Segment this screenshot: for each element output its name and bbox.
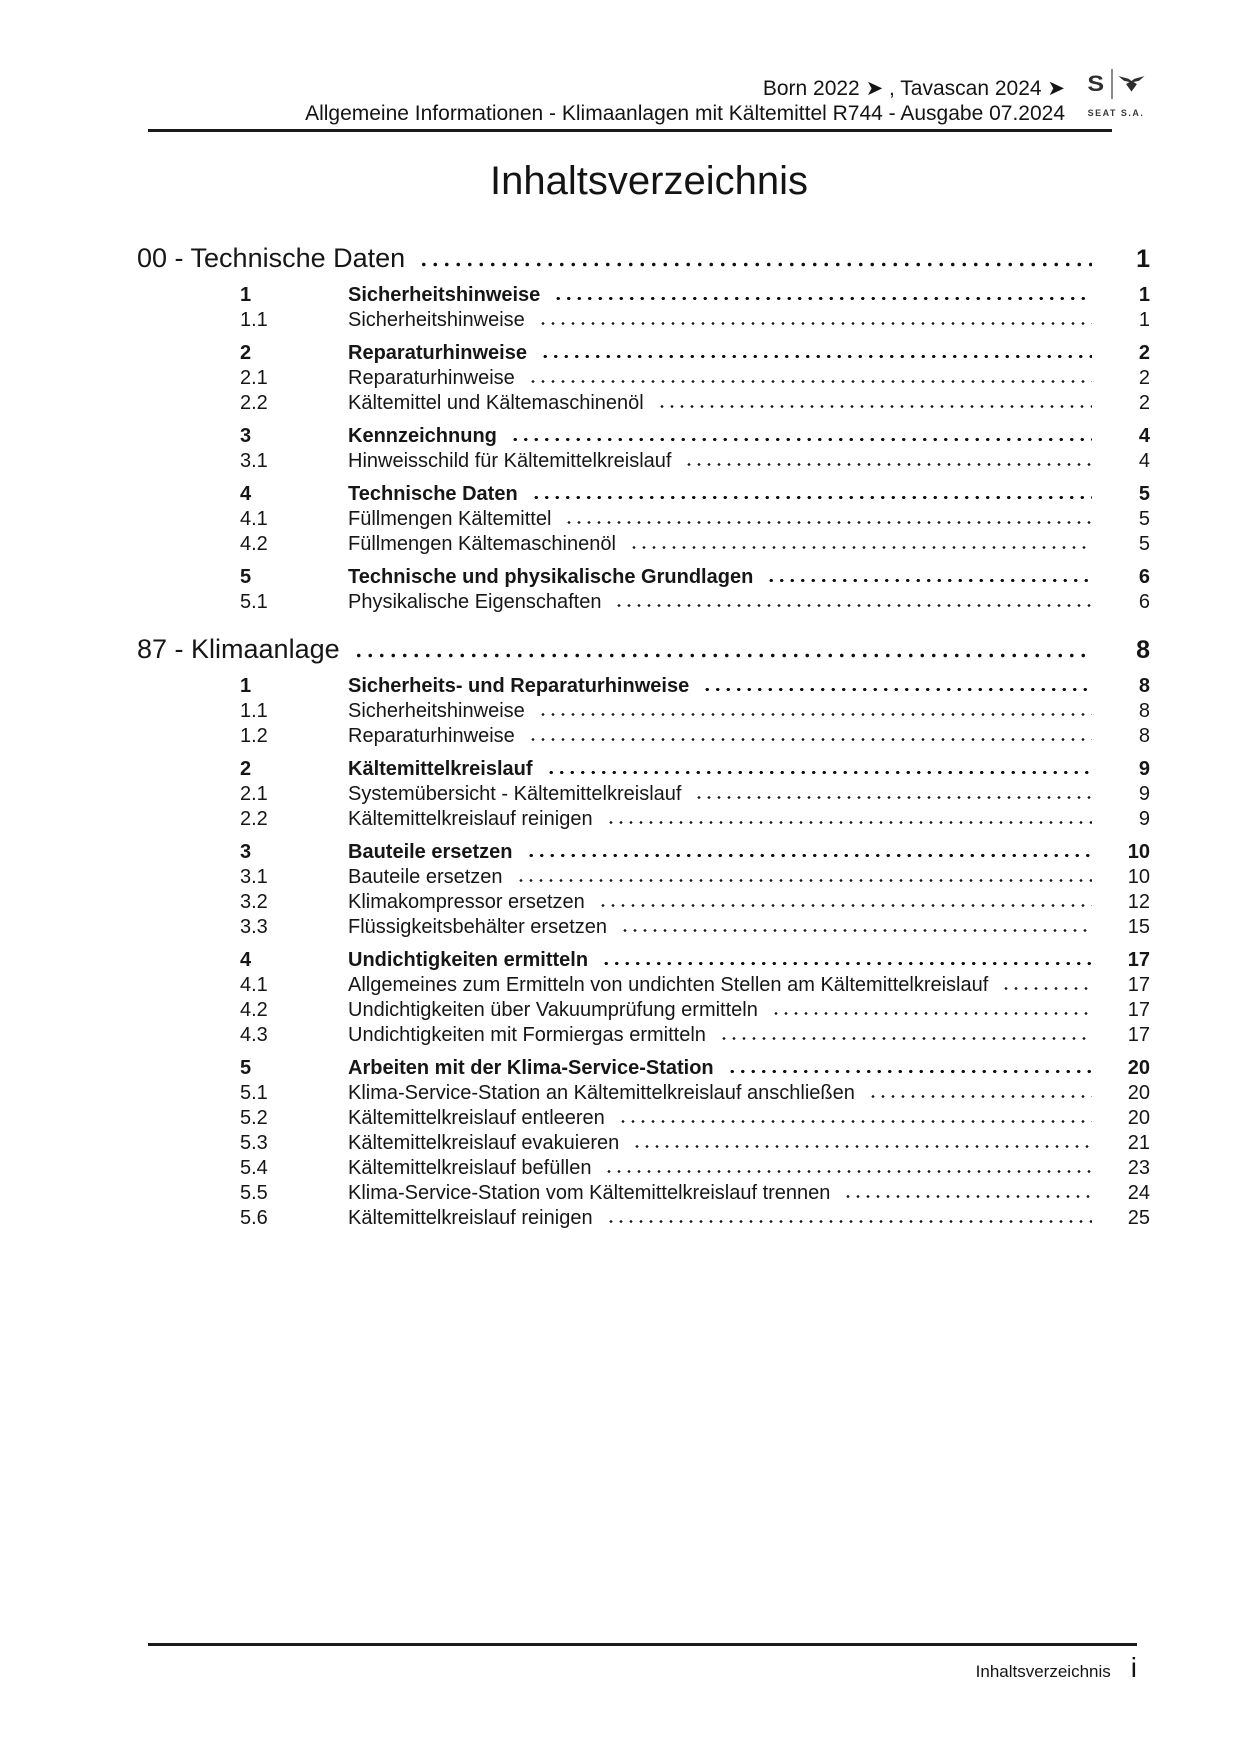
toc-entry-row	[148, 1156, 1150, 1181]
toc-entry-page-number: 4	[1138, 425, 1150, 447]
toc-entry-number: 3.2	[240, 891, 268, 913]
toc-entry-title: Kältemittelkreislauf befüllen	[348, 1157, 592, 1179]
toc-entry-title: Sicherheitshinweise	[348, 284, 541, 306]
toc-entry-number: 1.2	[240, 725, 268, 747]
toc-entry-number: 3.1	[240, 450, 268, 472]
toc-chapter-page-number: 1	[1136, 245, 1150, 273]
toc-entry-page-number: 20	[1127, 1057, 1150, 1079]
toc-entry-title: Hinweisschild für Kältemittelkreislauf	[348, 450, 672, 472]
dot-leader	[516, 878, 1092, 883]
toc-entry-title: Kennzeichnung	[348, 425, 497, 447]
toc-entry-title: Physikalische Eigenschaften	[348, 591, 602, 613]
toc-entry-page-number: 12	[1127, 891, 1150, 913]
toc-entry-number: 1	[240, 675, 252, 697]
toc-entry-number: 2.1	[240, 367, 268, 389]
toc-entry-title: Undichtigkeiten über Vakuumprüfung ermitteln	[348, 999, 758, 1021]
toc-entry-title: Bauteile ersetzen	[348, 841, 513, 863]
brand-company-label: SEAT S.A.	[1087, 108, 1145, 118]
toc-entry-title: Kältemittelkreislauf reinigen	[348, 1207, 593, 1229]
toc-entry-page-number: 9	[1138, 758, 1150, 780]
page-title: Inhaltsverzeichnis	[490, 159, 808, 203]
toc-entry-title: Undichtigkeiten mit Formiergas ermitteln	[348, 1024, 706, 1046]
toc-entry-number: 3.3	[240, 916, 268, 938]
dot-leader	[719, 1036, 1092, 1041]
toc-entry-row	[148, 1056, 1150, 1081]
toc-entry-number: 3.1	[240, 866, 268, 888]
toc-entry-number: 3	[240, 841, 252, 863]
toc-entry-page-number: 4	[1138, 450, 1150, 472]
toc-entry-title: Reparaturhinweise	[348, 725, 515, 747]
dot-leader	[727, 1069, 1092, 1074]
header-doc-title: Allgemeine Informationen - Klimaanlagen mit Kältemittel R744 - Ausgabe 07.2024	[305, 102, 1065, 125]
toc-entry-row	[148, 757, 1150, 782]
dot-leader	[606, 820, 1092, 825]
toc-entry-title: Klima-Service-Station vom Kältemittelkreislauf trennen	[348, 1182, 831, 1204]
toc-entry-page-number: 5	[1138, 533, 1150, 555]
toc-entry-row	[148, 341, 1150, 366]
toc-entry-number: 4.2	[240, 999, 268, 1021]
dot-leader	[538, 712, 1092, 717]
toc-entry-page-number: 17	[1127, 949, 1150, 971]
dot-leader	[614, 603, 1092, 608]
dot-leader	[766, 578, 1092, 583]
toc-entry-page-number: 17	[1127, 974, 1150, 996]
toc-entry-title: Systemübersicht - Kältemittelkreislauf	[348, 783, 682, 805]
toc-entry-number: 1.1	[240, 700, 268, 722]
toc-entry-row	[148, 807, 1150, 832]
toc-entry-number: 4.3	[240, 1024, 268, 1046]
dot-leader	[553, 296, 1092, 301]
toc-entry-title: Sicherheitshinweise	[348, 309, 525, 331]
toc-entry-number: 5.3	[240, 1132, 268, 1154]
toc-entry-number: 2	[240, 342, 252, 364]
footer-rule	[148, 1643, 1137, 1646]
toc-entry-row	[148, 283, 1150, 308]
toc-entry-row	[148, 366, 1150, 391]
toc-entry-row	[148, 699, 1150, 724]
toc-entry-number: 5.2	[240, 1107, 268, 1129]
toc-entry-row	[148, 1131, 1150, 1156]
toc-entry-number: 5.1	[240, 591, 268, 613]
toc-entry-title: Undichtigkeiten ermitteln	[348, 949, 589, 971]
toc-entry-row	[148, 724, 1150, 749]
toc-entry-number: 2.1	[240, 783, 268, 805]
toc-entry-page-number: 10	[1127, 841, 1150, 863]
toc-entry-number: 4.1	[240, 974, 268, 996]
toc-entry-row	[148, 998, 1150, 1023]
dot-leader	[528, 737, 1092, 742]
dot-leader	[843, 1194, 1092, 1199]
toc-entry-title: Reparaturhinweise	[348, 342, 527, 364]
footer-page-number: i	[1130, 1652, 1137, 1683]
toc-entry-title: Bauteile ersetzen	[348, 866, 503, 888]
dot-leader	[684, 462, 1092, 467]
toc-entry-page-number: 8	[1138, 700, 1150, 722]
toc-entry-number: 5.6	[240, 1207, 268, 1229]
dot-leader	[546, 770, 1092, 775]
toc-entry-page-number: 24	[1127, 1182, 1150, 1204]
toc-entry-title: Reparaturhinweise	[348, 367, 515, 389]
toc-entry-row	[148, 890, 1150, 915]
toc-entry-title: Flüssigkeitsbehälter ersetzen	[348, 916, 608, 938]
dot-leader	[620, 928, 1092, 933]
toc-entry-title: Technische und physikalische Grundlagen	[348, 566, 754, 588]
toc-entry-number: 4	[240, 483, 252, 505]
brand-block	[1083, 68, 1149, 118]
toc-entry-page-number: 6	[1138, 566, 1150, 588]
toc-entry-page-number: 9	[1138, 808, 1150, 830]
toc-entry-row	[148, 674, 1150, 699]
toc-entry-title: Sicherheits- und Reparaturhinweise	[348, 675, 690, 697]
dot-leader	[618, 1119, 1092, 1124]
footer-section-label: Inhaltsverzeichnis	[975, 1662, 1111, 1681]
dot-leader	[564, 520, 1092, 525]
dot-leader	[604, 1169, 1092, 1174]
dot-leader	[601, 961, 1092, 966]
toc-entry-page-number: 9	[1138, 783, 1150, 805]
toc-entry-row	[148, 948, 1150, 973]
toc-entry-number: 3	[240, 425, 252, 447]
toc-entry-page-number: 2	[1138, 367, 1150, 389]
toc-entry-page-number: 10	[1127, 866, 1150, 888]
dot-leader	[1001, 986, 1092, 991]
page-header	[305, 76, 1065, 126]
toc-entry-row	[148, 532, 1150, 557]
dot-leader	[538, 321, 1092, 326]
toc-entry-page-number: 21	[1127, 1132, 1150, 1154]
dot-leader	[526, 853, 1092, 858]
toc-entry-page-number: 17	[1127, 1024, 1150, 1046]
dot-leader	[606, 1219, 1092, 1224]
toc-entry-number: 5.4	[240, 1157, 268, 1179]
toc-entry-title: Kältemittelkreislauf evakuieren	[348, 1132, 620, 1154]
toc-entry-title: Allgemeines zum Ermitteln von undichten Stellen am Kältemittelkreislauf	[348, 974, 989, 996]
toc-entry-page-number: 23	[1127, 1157, 1150, 1179]
header-models-line: Born 2022 ➤ , Tavascan 2024 ➤	[762, 77, 1065, 100]
toc-entry-row	[148, 449, 1150, 474]
toc-chapter-label: 87 - Klimaanlage	[137, 634, 340, 664]
toc-entry-row	[148, 308, 1150, 333]
toc-entry-row	[148, 391, 1150, 416]
toc-entry-number: 5	[240, 566, 252, 588]
toc-chapter-label: 00 - Technische Daten	[137, 243, 406, 273]
toc-chapter-row	[137, 243, 1150, 275]
toc-entry-row	[148, 1081, 1150, 1106]
dot-leader	[702, 687, 1092, 692]
toc-entry-row	[148, 1181, 1150, 1206]
toc-entry-row	[148, 590, 1150, 615]
toc-entry-title: Arbeiten mit der Klima-Service-Station	[348, 1057, 714, 1079]
dot-leader	[510, 437, 1092, 442]
toc-entry-number: 1.1	[240, 309, 268, 331]
dot-leader	[540, 354, 1092, 359]
toc-entry-number: 4.1	[240, 508, 268, 530]
toc-entry-page-number: 1	[1138, 309, 1150, 331]
toc-entry-row	[148, 507, 1150, 532]
toc-entry-row	[148, 865, 1150, 890]
dot-leader	[353, 652, 1092, 658]
toc-entry-page-number: 2	[1138, 392, 1150, 414]
toc-entry-title: Kältemittelkreislauf reinigen	[348, 808, 593, 830]
toc-entry-row	[148, 1106, 1150, 1131]
toc-chapter-row	[137, 634, 1150, 666]
dot-leader	[657, 404, 1092, 409]
toc-entry-row	[148, 1023, 1150, 1048]
toc-entry-number: 2	[240, 758, 252, 780]
dot-leader	[531, 495, 1092, 500]
toc-entry-title: Füllmengen Kältemittel	[348, 508, 552, 530]
toc-entry-number: 2.2	[240, 392, 268, 414]
toc-entry-row	[148, 782, 1150, 807]
dot-leader	[632, 1144, 1092, 1149]
toc-entry-page-number: 15	[1127, 916, 1150, 938]
page-footer	[148, 1652, 1137, 1684]
toc-entry-number: 5.5	[240, 1182, 268, 1204]
toc-entry-number: 4.2	[240, 533, 268, 555]
toc-entry-row	[148, 973, 1150, 998]
header-rule	[148, 129, 1112, 132]
toc-entry-number: 2.2	[240, 808, 268, 830]
table-of-contents	[137, 243, 1150, 1231]
cupra-logo-icon	[1118, 74, 1145, 95]
toc-entry-row	[148, 915, 1150, 940]
dot-leader	[528, 379, 1092, 384]
toc-entry-title: Kältemittelkreislauf	[348, 758, 533, 780]
toc-entry-row	[148, 424, 1150, 449]
toc-entry-page-number: 2	[1138, 342, 1150, 364]
dot-leader	[868, 1094, 1092, 1099]
toc-entry-page-number: 1	[1138, 284, 1150, 306]
dot-leader	[598, 903, 1092, 908]
toc-entry-title: Technische Daten	[348, 483, 518, 505]
toc-entry-page-number: 6	[1138, 591, 1150, 613]
dot-leader	[694, 795, 1092, 800]
toc-chapter-page-number: 8	[1136, 636, 1150, 664]
toc-entry-page-number: 20	[1127, 1107, 1150, 1129]
seat-logo-icon: S	[1087, 71, 1105, 96]
toc-entry-page-number: 5	[1138, 483, 1150, 505]
toc-entry-row	[148, 482, 1150, 507]
brand-logos	[1083, 68, 1149, 100]
toc-entry-number: 1	[240, 284, 252, 306]
toc-entry-title: Klimakompressor ersetzen	[348, 891, 585, 913]
toc-entry-number: 4	[240, 949, 252, 971]
toc-entry-title: Kältemittel und Kältemaschinenöl	[348, 392, 644, 414]
dot-leader	[629, 545, 1092, 550]
toc-entry-number: 5.1	[240, 1082, 268, 1104]
toc-entry-page-number: 5	[1138, 508, 1150, 530]
toc-entry-page-number: 17	[1127, 999, 1150, 1021]
toc-entry-row	[148, 1206, 1150, 1231]
toc-entry-title: Sicherheitshinweise	[348, 700, 525, 722]
logo-divider	[1111, 69, 1113, 99]
toc-entry-page-number: 20	[1127, 1082, 1150, 1104]
toc-entry-row	[148, 565, 1150, 590]
toc-entry-page-number: 25	[1127, 1207, 1150, 1229]
toc-entry-title: Klima-Service-Station an Kältemittelkreislauf anschließen	[348, 1082, 855, 1104]
dot-leader	[418, 261, 1092, 267]
toc-entry-page-number: 8	[1138, 725, 1150, 747]
toc-entry-title: Füllmengen Kältemaschinenöl	[348, 533, 616, 555]
toc-entry-number: 5	[240, 1057, 252, 1079]
dot-leader	[771, 1011, 1092, 1016]
toc-entry-title: Kältemittelkreislauf entleeren	[348, 1107, 605, 1129]
toc-entry-page-number: 8	[1138, 675, 1150, 697]
toc-entry-row	[148, 840, 1150, 865]
